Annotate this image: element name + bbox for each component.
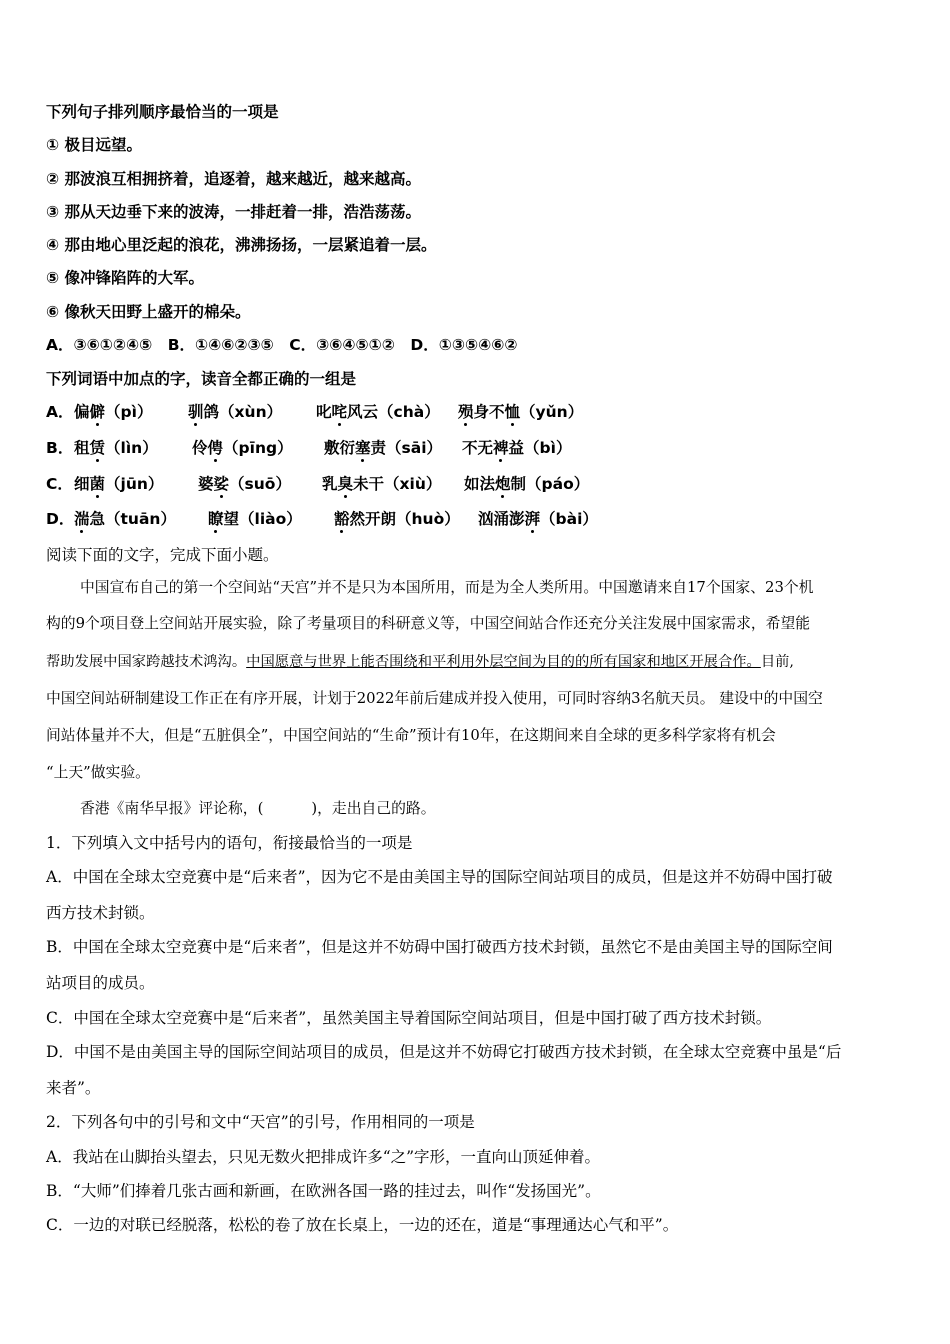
order-options: A．③⑥①②④⑤ B．①④⑥②③⑤ C．③⑥④⑤①② D．①③⑤④⑥②: [46, 336, 518, 354]
dotted-char: 炮: [495, 475, 511, 493]
q1-option-b-line1: B．中国在全球太空竞赛中是“后来者”，但是这并不妨碍中国打破西方技术封锁，虽然它不是由美国主导的国际空间: [46, 938, 833, 956]
word-b1: 租赁（lìn）: [74, 439, 158, 457]
option-label: B．: [46, 439, 74, 457]
order-sentence-5: ⑤ 像冲锋陷阵的大军。: [46, 269, 205, 287]
passage-paragraph-2: 香港《南华早报》评论称，( )，走出自己的路。: [80, 800, 436, 817]
word-d2: 瞭望（liào）: [208, 510, 302, 528]
word-a3: 叱咤风云（chà）: [316, 403, 440, 421]
word-c1: 细菌（jūn）: [74, 475, 164, 493]
pinyin-option-c: [46, 474, 906, 496]
order-question-stem: 下列句子排列顺序最恰当的一项是: [46, 103, 279, 121]
dotted-char: 恤: [504, 403, 521, 421]
word-c4: 如法炮制（páo）: [464, 475, 590, 493]
pinyin-option-b: [46, 438, 906, 460]
order-sentence-4: ④ 那由地心里泛起的浪花，沸沸扬扬，一层紧追着一层。: [46, 236, 437, 254]
dotted-char: 菌: [89, 475, 106, 493]
order-sentence-3: ③ 那从天边垂下来的波涛，一排赶着一排，浩浩荡荡。: [46, 203, 422, 221]
word-d4: 汹涌澎湃（bài）: [478, 510, 598, 528]
word-b2: 伶俜（pīng）: [192, 439, 293, 457]
word-c2: 婆娑（suō）: [198, 475, 291, 493]
order-sentence-2: ② 那波浪互相拥挤着，追逐着，越来越近，越来越高。: [46, 170, 422, 188]
passage-line-5: 间站体量并不大，但是“五脏俱全”，中国空间站的“生命”预计有10年，在这期间来自全球的更多科学家将有机会: [46, 727, 776, 744]
word-d1: 湍急（tuān）: [74, 510, 176, 528]
q2-option-a: A．我站在山脚抬头望去，只见无数火把排成许多“之”字形，一直向山顶延伸着。: [46, 1148, 601, 1166]
word-b3: 敷衍塞责（sāi）: [324, 439, 443, 457]
word-a1: 偏僻（pì）: [74, 403, 153, 421]
passage-line-2: 构的9个项目登上空间站开展实验，除了考量项目的科研意义等，中国空间站合作还充分关注发展中国家需求，希望能: [46, 615, 811, 632]
passage-line-3: 帮助发展中国家跨越技术鸿沟。中国愿意与世界上能否围绕和平利用外层空间为目的的所有国家和地区开展合作。目前,: [46, 654, 794, 670]
q2-option-b: B．“大师”们捧着几张古画和新画，在欧洲各国一路的挂过去，叫作“发扬国光”。: [46, 1182, 601, 1200]
dotted-char: 僻: [89, 403, 106, 421]
dotted-char: 俜: [207, 439, 224, 457]
q2-option-c: C．一边的对联已经脱落，松松的卷了放在长桌上，一边的还在，道是“事理通达心气和平”。: [46, 1216, 679, 1234]
dotted-char: 湍: [74, 510, 90, 528]
passage-line-6: “上天”做实验。: [46, 764, 150, 781]
dotted-char: 豁: [334, 510, 350, 528]
underlined-sentence: 中国愿意与世界上能否围绕和平利用外层空间为目的的所有国家和地区开展合作。: [246, 654, 761, 670]
q1-option-b-line2: 站项目的成员。: [46, 974, 155, 992]
dotted-char: 湃: [524, 510, 541, 528]
q1-option-a-line2: 西方技术封锁。: [46, 904, 155, 922]
order-sentence-1: ① 极目远望。: [46, 136, 143, 154]
passage-line-4: 中国空间站研制建设工作正在有序开展，计划于2022年前后建成并投入使用，可同时容纳3名航天员。 建设中的中国空: [46, 690, 823, 707]
dotted-char: 瞭: [208, 510, 224, 528]
word-b4: 不无裨益（bì）: [462, 439, 572, 457]
q1-option-c: C．中国在全球太空竞赛中是“后来者”，虽然美国主导着国际空间站项目，但是中国打破了西方技术封锁。: [46, 1009, 772, 1027]
q1-option-a-line1: A．中国在全球太空竞赛中是“后来者”，因为它不是由美国主导的国际空间站项目的成员，但是这并不妨碍中国打破: [46, 868, 833, 886]
option-label: D．: [46, 510, 75, 528]
pinyin-option-a: [46, 402, 906, 424]
order-sentence-6: ⑥ 像秋天田野上盛开的棉朵。: [46, 303, 251, 321]
pinyin-question-stem: 下列词语中加点的字，读音全都正确的一组是: [46, 370, 357, 388]
dotted-char: 臭: [337, 475, 354, 493]
pinyin-option-d: [46, 509, 906, 531]
q1-option-d-line1: D．中国不是由美国主导的国际空间站项目的成员，但是这并不妨碍它打破西方技术封锁，在全球太空竞赛中虽是“后: [46, 1043, 842, 1061]
dotted-char: 赁: [89, 439, 106, 457]
dotted-char: 裨: [493, 439, 509, 457]
dotted-char: 娑: [213, 475, 230, 493]
dotted-char: 驯: [188, 403, 204, 421]
reading-instruction: 阅读下面的文字，完成下面小题。: [46, 546, 279, 564]
dotted-char: 咤: [331, 403, 348, 421]
word-a2: 驯鸽（xùn）: [188, 403, 283, 421]
word-c3: 乳臭未干（xiù）: [322, 475, 442, 493]
q1-option-d-line2: 来者”。: [46, 1079, 101, 1097]
option-label: C．: [46, 475, 73, 493]
word-d3: 豁然开朗（huò）: [334, 510, 460, 528]
q1-stem: 1．下列填入文中括号内的语句，衔接最恰当的一项是: [46, 834, 413, 852]
q2-stem: 2．下列各句中的引号和文中“天宫”的引号，作用相同的一项是: [46, 1113, 475, 1131]
option-label: A．: [46, 403, 74, 421]
word-a4: 殒身不恤（yǔn）: [458, 403, 584, 421]
dotted-char: 殒: [458, 403, 474, 421]
dotted-char: 塞: [355, 439, 371, 457]
passage-line-1: 中国宣布自己的第一个空间站“天宫”并不是只为本国所用，而是为全人类所用。中国邀请来自17个国家、23个机: [80, 579, 814, 596]
